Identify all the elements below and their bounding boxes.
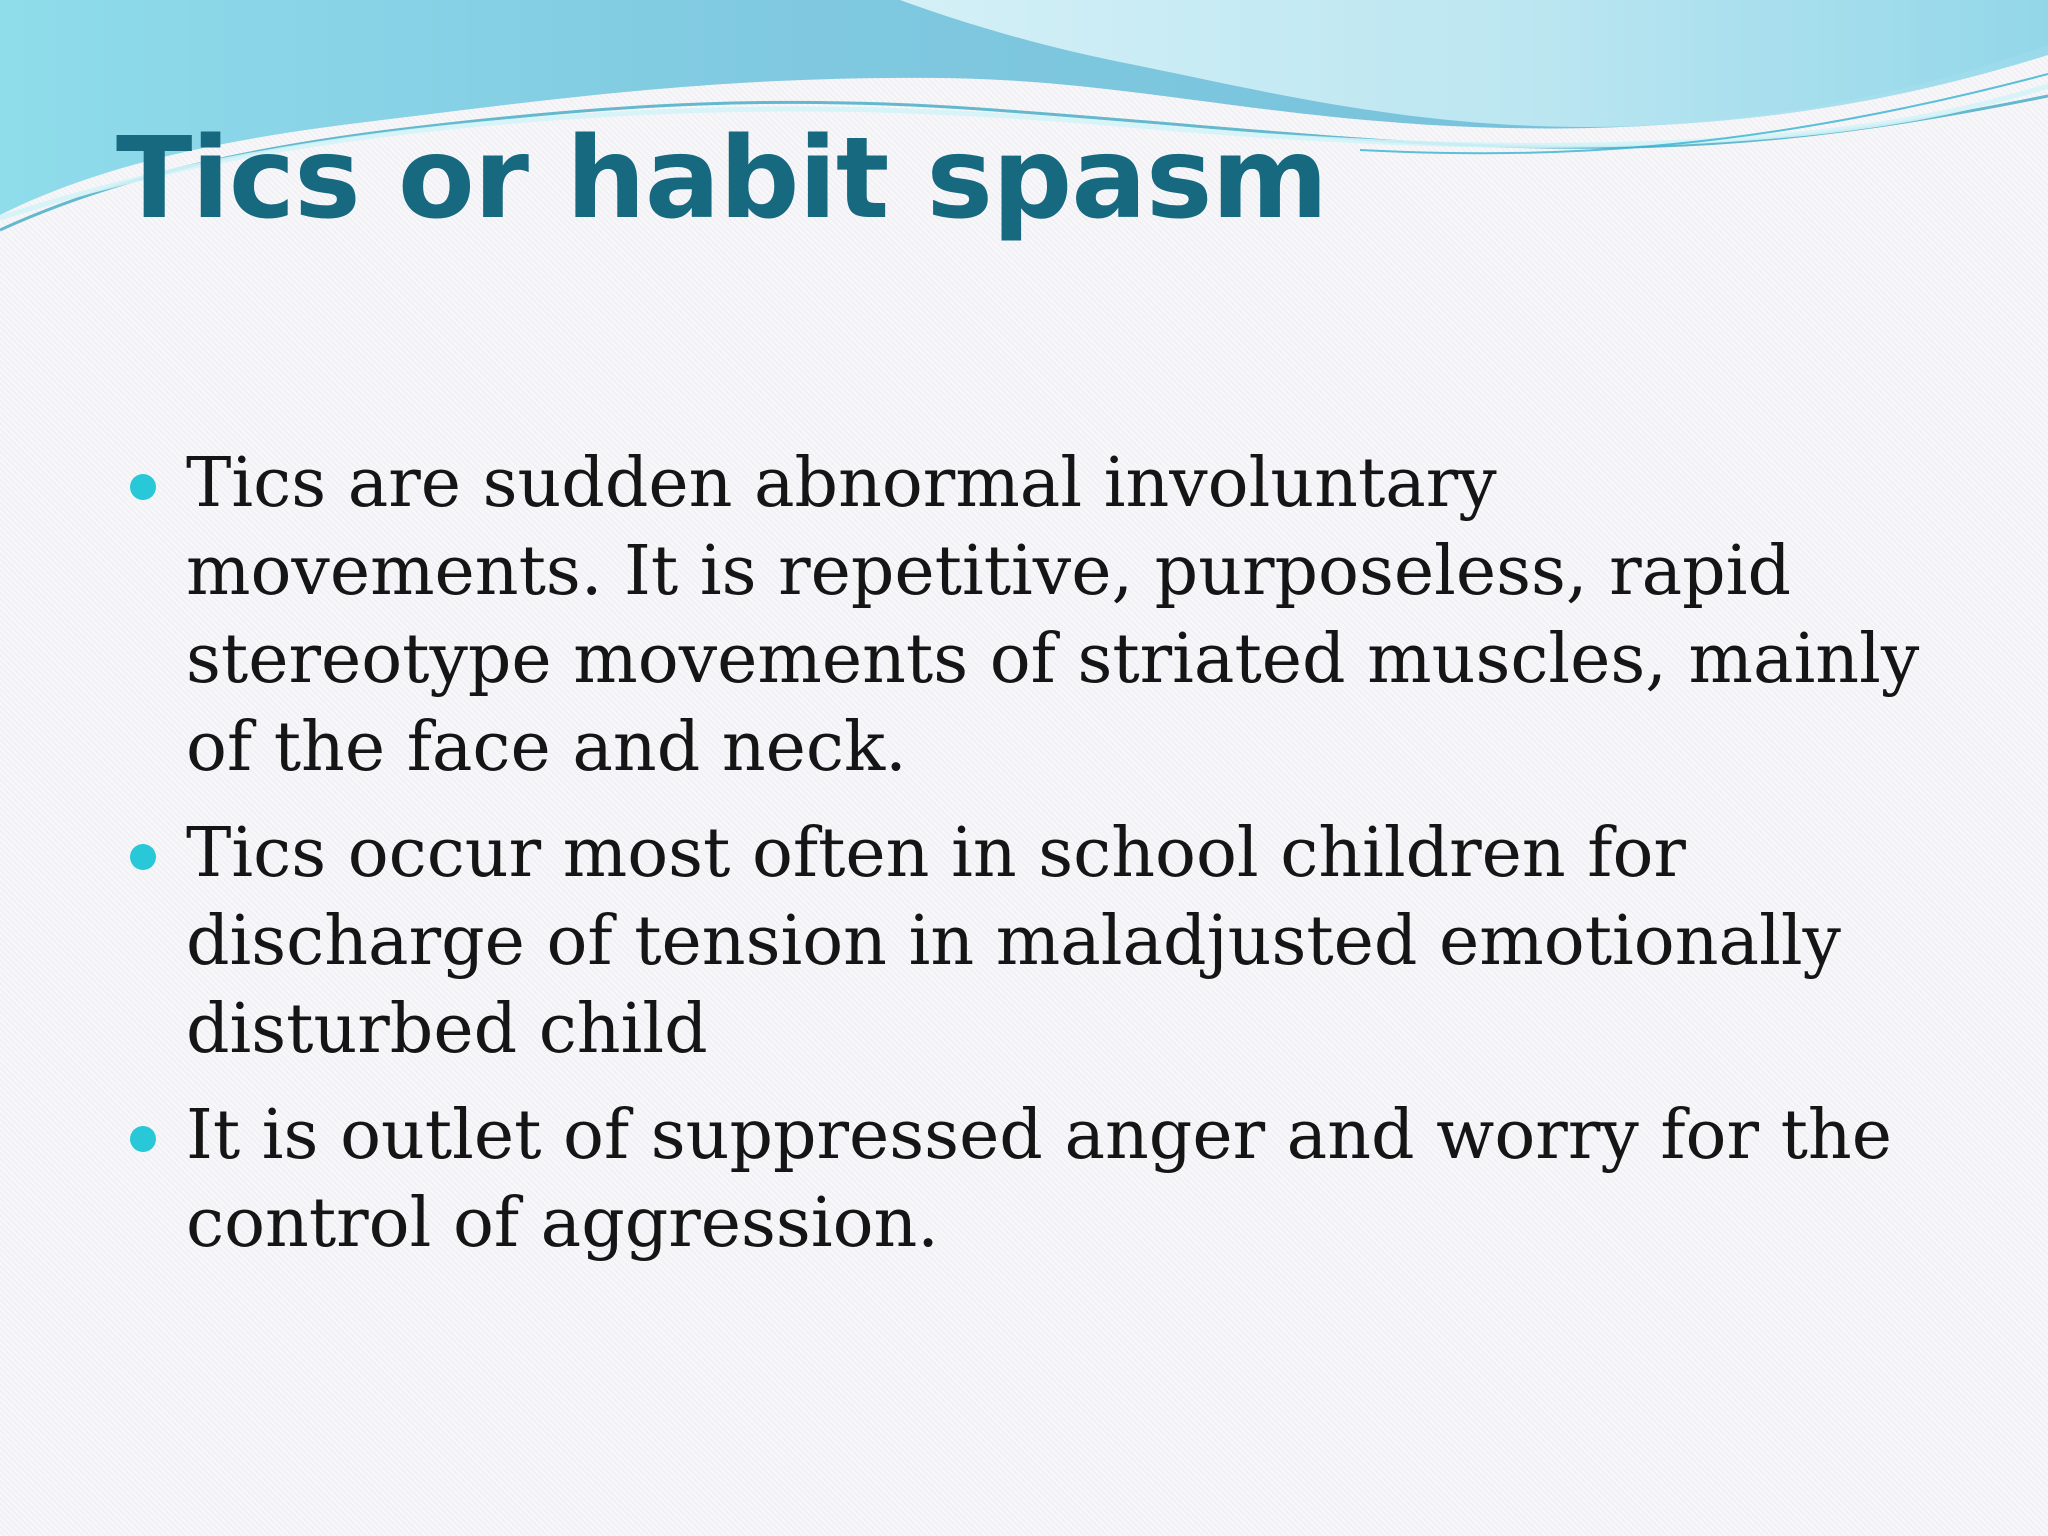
slide-title: Tics or habit spasm bbox=[116, 114, 1328, 244]
bullet-text: It is outlet of suppressed anger and worry for the control of aggression. bbox=[186, 1096, 1892, 1263]
bullet-dot-icon bbox=[130, 844, 156, 870]
bullet-dot-icon bbox=[130, 1126, 156, 1152]
bullet-list bbox=[130, 440, 1930, 1286]
bullet-item bbox=[130, 1092, 1930, 1268]
bullet-text: Tics occur most often in school children for discharge of tension in maladjusted emotionally disturbed child bbox=[186, 814, 1841, 1069]
bullet-dot-icon bbox=[130, 474, 156, 500]
bullet-item bbox=[130, 810, 1930, 1074]
bullet-text: Tics are sudden abnormal involuntary movements. It is repetitive, purposeless, rapid stereotype movements of striated muscles, mainly of the face and neck. bbox=[186, 444, 1920, 787]
bullet-item bbox=[130, 440, 1930, 792]
